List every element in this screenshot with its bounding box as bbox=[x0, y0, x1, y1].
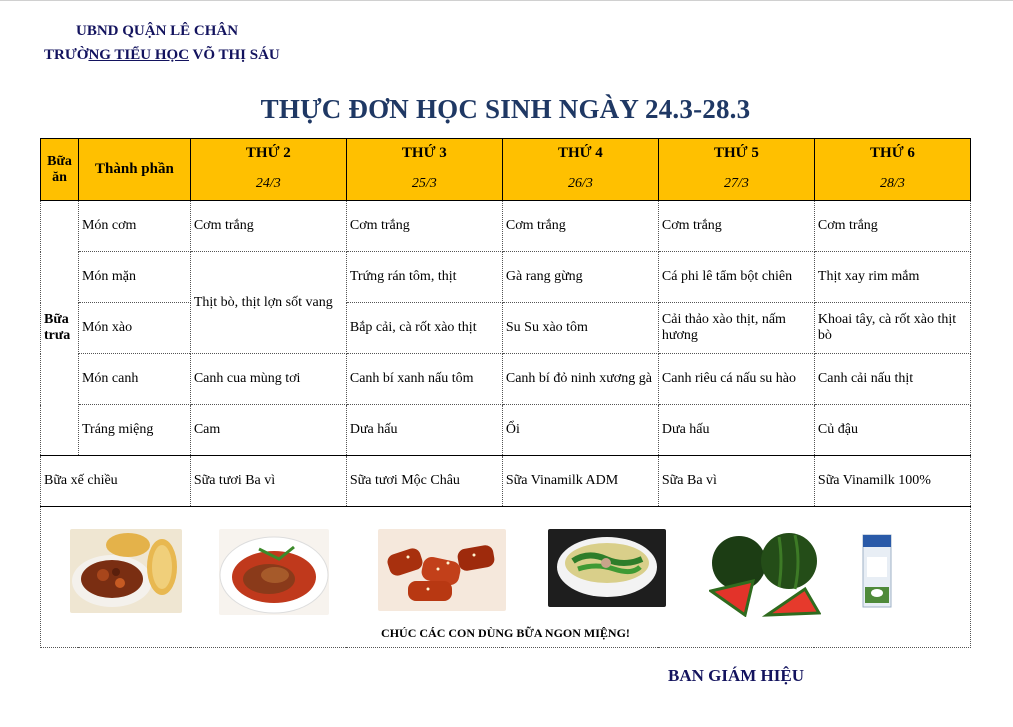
table-row bbox=[41, 201, 971, 252]
table-header-row bbox=[41, 139, 971, 201]
braised-fish-image bbox=[219, 529, 329, 615]
menu-cell: Cá phi lê tẩm bột chiên bbox=[658, 252, 814, 303]
glazed-ribs-image bbox=[378, 529, 506, 611]
menu-cell: Sữa Vinamilk ADM bbox=[502, 456, 658, 507]
table-row bbox=[41, 252, 971, 303]
image-panel bbox=[41, 507, 971, 648]
page-title: THỰC ĐƠN HỌC SINH NGÀY 24.3-28.3 bbox=[260, 94, 751, 124]
day-name: THỨ 4 bbox=[557, 145, 603, 161]
menu-cell: Thịt xay rim mắm bbox=[814, 252, 970, 303]
day-date: 24/3 bbox=[255, 176, 281, 191]
day-date: 28/3 bbox=[880, 176, 905, 191]
component-header: Thành phần bbox=[78, 139, 190, 201]
menu-cell: Sữa tươi Ba vì bbox=[190, 456, 346, 507]
menu-cell: Trứng rán tôm, thịt bbox=[346, 252, 502, 303]
day-name: THỨ 3 bbox=[401, 145, 447, 161]
milk-carton-image bbox=[859, 531, 895, 613]
menu-cell: Canh bí đỏ ninh xương gà bbox=[502, 354, 658, 405]
menu-cell: Dưa hấu bbox=[346, 405, 502, 456]
menu-cell: Gà rang gừng bbox=[502, 252, 658, 303]
day-header bbox=[658, 139, 814, 201]
day-header bbox=[190, 139, 346, 201]
menu-cell: Bắp cải, cà rốt xào thịt bbox=[346, 303, 502, 354]
afternoon-label: Bữa xế chiều bbox=[41, 456, 191, 507]
day-date: 25/3 bbox=[411, 176, 437, 191]
menu-cell: Cơm trắng bbox=[658, 201, 814, 252]
menu-cell: Cơm trắng bbox=[502, 201, 658, 252]
menu-cell: Sữa tươi Mộc Châu bbox=[346, 456, 502, 507]
menu-cell: Cải thảo xào thịt, nấm hương bbox=[658, 303, 814, 354]
school-name-part: VÕ THỊ SÁU bbox=[189, 47, 280, 63]
component-label: Tráng miệng bbox=[78, 405, 190, 456]
day-header bbox=[502, 139, 658, 201]
image-row bbox=[41, 507, 971, 648]
menu-cell: Cơm trắng bbox=[346, 201, 502, 252]
component-label: Món cơm bbox=[78, 201, 190, 252]
menu-cell: Canh cải nấu thịt bbox=[814, 354, 970, 405]
table-row bbox=[41, 303, 971, 354]
district-name: UBND QUẬN LÊ CHÂN bbox=[76, 23, 239, 39]
menu-cell: Cơm trắng bbox=[190, 201, 346, 252]
day-header bbox=[346, 139, 502, 201]
day-date: 26/3 bbox=[567, 176, 593, 191]
menu-cell: Sữa Vinamilk 100% bbox=[814, 456, 970, 507]
top-border-line bbox=[0, 0, 1013, 1]
table-row bbox=[41, 354, 971, 405]
component-label: Món mặn bbox=[78, 252, 190, 303]
menu-cell: Canh bí xanh nấu tôm bbox=[346, 354, 502, 405]
day-header bbox=[814, 139, 970, 201]
lunch-label: Bữa trưa bbox=[41, 201, 79, 456]
signature-label: BAN GIÁM HIỆU bbox=[668, 666, 805, 685]
day-date: 27/3 bbox=[723, 176, 749, 191]
menu-cell: Canh cua mùng tơi bbox=[190, 354, 346, 405]
component-label: Món xào bbox=[78, 303, 190, 354]
meal-header: Bữa ăn bbox=[41, 139, 79, 201]
table-row bbox=[41, 456, 971, 507]
menu-cell: Ổi bbox=[502, 405, 658, 456]
menu-cell: Canh riêu cá nấu su hào bbox=[658, 354, 814, 405]
school-name bbox=[44, 47, 280, 64]
menu-cell: Thịt bò, thịt lợn sốt vang bbox=[190, 252, 346, 354]
beef-stew-image bbox=[70, 529, 182, 613]
table-row bbox=[41, 405, 971, 456]
menu-cell: Sữa Ba vì bbox=[658, 456, 814, 507]
menu-cell: Cam bbox=[190, 405, 346, 456]
day-name: THỨ 5 bbox=[713, 145, 759, 161]
component-label: Món canh bbox=[78, 354, 190, 405]
menu-cell: Dưa hấu bbox=[658, 405, 814, 456]
vegetable-soup-image bbox=[548, 529, 666, 607]
greeting-text: CHÚC CÁC CON DÙNG BỮA NGON MIỆNG! bbox=[381, 626, 630, 640]
day-name: THỨ 2 bbox=[245, 145, 291, 161]
menu-cell: Khoai tây, cà rốt xào thịt bò bbox=[814, 303, 970, 354]
watermelon-image bbox=[709, 531, 821, 617]
menu-cell: Củ đậu bbox=[814, 405, 970, 456]
menu-cell: Cơm trắng bbox=[814, 201, 970, 252]
school-name-part: TRƯỜ bbox=[44, 47, 89, 63]
school-name-underlined: NG TIỂU HỌC bbox=[88, 47, 190, 63]
menu-table bbox=[40, 138, 971, 648]
menu-cell: Su Su xào tôm bbox=[502, 303, 658, 354]
day-name: THỨ 6 bbox=[870, 145, 915, 161]
